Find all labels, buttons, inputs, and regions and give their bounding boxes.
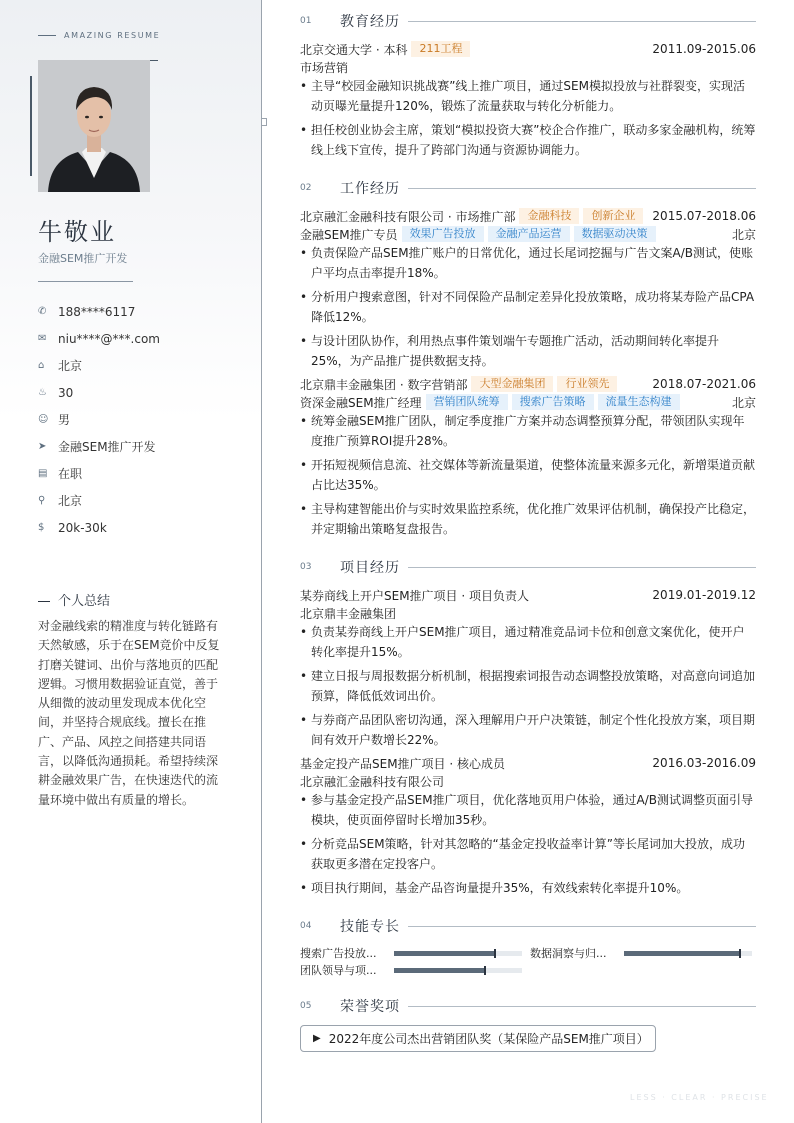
education-row bbox=[300, 40, 756, 58]
work-period: 2015.07-2018.06 bbox=[652, 209, 756, 223]
contact-item bbox=[38, 487, 160, 514]
project-org-row bbox=[300, 772, 756, 790]
work-tag: 行业领先 bbox=[557, 376, 617, 392]
section-title: 教育经历 bbox=[340, 14, 400, 30]
work-company-row bbox=[300, 207, 756, 225]
section-skills-header bbox=[300, 916, 756, 936]
contact-item bbox=[38, 325, 160, 352]
project-bullet: • 负责某券商线上开户SEM推广项目，通过精准竞品词卡位和创意文案优化，使开户转化率提升15%。 bbox=[300, 622, 756, 662]
project-org: 北京融汇金融科技有限公司 bbox=[300, 774, 445, 789]
contact-value: 北京 bbox=[58, 359, 83, 373]
work-bullet: • 开拓短视频信息流、社交媒体等新流量渠道，使整体流量来源多元化，新增渠道贡献占比达35%。 bbox=[300, 455, 756, 495]
money-icon: $ bbox=[38, 522, 45, 533]
contact-value: niu****@***.com bbox=[58, 331, 160, 346]
contact-value: 北京 bbox=[58, 494, 83, 508]
skill-bar bbox=[394, 968, 522, 973]
footer-tagline: LESS · CLEAR · PRECISE bbox=[630, 1093, 769, 1102]
education-school: 北京交通大学 · 本科 bbox=[300, 42, 408, 57]
section-rule bbox=[408, 188, 756, 189]
candidate-title: 金融SEM推广开发 bbox=[38, 252, 128, 265]
skill-label: 团队领导与项... bbox=[300, 964, 377, 977]
photo-decoration bbox=[30, 76, 32, 176]
project-row bbox=[300, 754, 756, 772]
work-bullet: • 主导构建智能出价与实时效果监控系统，优化推广效果评估机制，确保投产比稳定，并定期输出策略复盘报告。 bbox=[300, 499, 756, 539]
section-number: 03 bbox=[300, 562, 312, 572]
award-text: 2022年度公司杰出营销团队奖（某保险产品SEM推广项目） bbox=[328, 1032, 649, 1046]
skill-bar bbox=[394, 951, 522, 956]
contact-value: 在职 bbox=[58, 467, 83, 481]
project-row bbox=[300, 586, 756, 604]
cake-icon: ♨ bbox=[38, 387, 47, 398]
work-bullet: • 统筹金融SEM推广团队，制定季度推广方案并动态调整预算分配，带领团队实现年度推广预算ROI提升28%。 bbox=[300, 411, 756, 451]
section-work-header bbox=[300, 178, 756, 198]
section-number: 01 bbox=[300, 16, 312, 26]
role-tag: 搜索广告策略 bbox=[512, 394, 594, 410]
avatar-illustration bbox=[38, 60, 150, 192]
work-bullet: • 与设计团队协作，利用热点事件策划端午专题推广活动，活动期间转化率提升25%，为产品推广提供数据支持。 bbox=[300, 331, 756, 371]
contact-item bbox=[38, 514, 160, 541]
project-org: 北京鼎丰金融集团 bbox=[300, 606, 397, 621]
work-role: 资深金融SEM推广经理 bbox=[300, 395, 422, 410]
brand-label bbox=[38, 31, 160, 40]
face-icon: ☺ bbox=[38, 414, 49, 425]
project-bullet: • 参与基金定投产品SEM推广项目，优化落地页用户体验，通过A/B测试调整页面引导模块，使页面停留时长增加35秒。 bbox=[300, 790, 756, 830]
location-icon: ⚲ bbox=[38, 495, 46, 506]
education-period: 2011.09-2015.06 bbox=[652, 42, 756, 56]
contact-value: 男 bbox=[58, 413, 71, 427]
work-tag: 金融科技 bbox=[519, 208, 579, 224]
project-bullet: • 分析竞品SEM策略，针对其忽略的“基金定投收益率计算”等长尾词加大投放，成功获取更多潜在定投客户。 bbox=[300, 834, 756, 874]
section-rule bbox=[408, 21, 756, 22]
section-education-header bbox=[300, 11, 756, 31]
contact-item bbox=[38, 460, 160, 487]
work-tag: 大型金融集团 bbox=[471, 376, 553, 392]
education-major-row bbox=[300, 58, 756, 76]
work-tag: 创新企业 bbox=[583, 208, 643, 224]
sidebar bbox=[0, 0, 262, 1123]
work-period: 2018.07-2021.06 bbox=[652, 377, 756, 391]
project-org-row bbox=[300, 604, 756, 622]
work-role-row bbox=[300, 225, 756, 243]
phone-icon: ✆ bbox=[38, 306, 47, 317]
send-icon: ➤ bbox=[38, 441, 47, 452]
mail-icon: ✉ bbox=[38, 333, 47, 344]
section-rule bbox=[408, 1006, 756, 1007]
project-bullet: • 项目执行期间，基金产品咨询量提升35%，有效线索转化率提升10%。 bbox=[300, 878, 756, 898]
home-icon: ⌂ bbox=[38, 360, 45, 371]
inbox-icon: ▤ bbox=[38, 468, 48, 479]
education-major: 市场营销 bbox=[300, 60, 349, 75]
skill-knob bbox=[484, 966, 486, 975]
section-number: 05 bbox=[300, 1001, 312, 1011]
contact-item bbox=[38, 379, 160, 406]
skill-knob bbox=[494, 949, 496, 958]
skill-label: 数据洞察与归... bbox=[530, 947, 607, 960]
work-bullet: • 负责保险产品SEM推广账户的日常优化，通过长尾词挖掘与广告文案A/B测试，使账户平均点击率提升18%。 bbox=[300, 243, 756, 283]
project-bullet: • 建立日报与周报数据分析机制，根据搜索词报告动态调整投放策略，对高意向词追加预算，降低低效词出价。 bbox=[300, 666, 756, 706]
summary-heading-text: 个人总结 bbox=[58, 594, 111, 609]
skill-item bbox=[300, 962, 522, 978]
role-tag: 流量生态构建 bbox=[598, 394, 680, 410]
education-tag: 211工程 bbox=[411, 41, 470, 57]
education-bullet: • 担任校创业协会主席，策划“模拟投资大赛”校企合作推广，联动多家金融机构，统筹线上线下宣传，提升了跨部门沟通与资源协调能力。 bbox=[300, 120, 756, 160]
section-title: 工作经历 bbox=[340, 181, 400, 197]
candidate-name: 牛敬业 bbox=[38, 218, 116, 246]
sidebar-divider bbox=[38, 281, 133, 282]
role-tag: 金融产品运营 bbox=[488, 226, 570, 242]
skill-item bbox=[300, 945, 522, 961]
section-number: 04 bbox=[300, 921, 312, 931]
brand-line bbox=[38, 35, 56, 36]
avatar bbox=[38, 60, 150, 192]
work-role-row bbox=[300, 393, 756, 411]
work-company: 北京鼎丰金融集团 · 数字营销部 bbox=[300, 377, 468, 392]
section-projects-header bbox=[300, 557, 756, 577]
contact-item bbox=[38, 406, 160, 433]
project-name: 基金定投产品SEM推广项目 · 核心成员 bbox=[300, 756, 505, 771]
work-bullet: • 分析用户搜索意图，针对不同保险产品制定差异化投放策略，成功将某寿险产品CPA降低12%。 bbox=[300, 287, 756, 327]
summary-heading bbox=[38, 590, 110, 609]
project-bullet: • 与券商产品团队密切沟通，深入理解用户开户决策链，制定个性化投放方案，项目期间有效开户数增长22%。 bbox=[300, 710, 756, 750]
section-rule bbox=[408, 567, 756, 568]
project-period: 2016.03-2016.09 bbox=[652, 756, 756, 770]
skill-item bbox=[530, 945, 752, 961]
contact-item bbox=[38, 352, 160, 379]
education-bullet: • 主导“校园金融知识挑战赛”线上推广项目，通过SEM模拟投放与社群裂变，实现活动页曝光量提升120%，锻炼了流量获取与转化分析能力。 bbox=[300, 76, 756, 116]
work-company-row bbox=[300, 375, 756, 393]
contact-value: 金融SEM推广开发 bbox=[58, 440, 156, 454]
contact-item bbox=[38, 433, 160, 460]
section-title: 荣誉奖项 bbox=[340, 999, 400, 1015]
skill-bar bbox=[624, 951, 752, 956]
contact-item bbox=[38, 298, 160, 325]
contact-value: 188****6117 bbox=[58, 304, 136, 319]
contact-value: 20k-30k bbox=[58, 520, 107, 535]
role-tag: 数据驱动决策 bbox=[574, 226, 656, 242]
brand-text: AMAZING RESUME bbox=[64, 31, 161, 40]
skill-knob bbox=[739, 949, 741, 958]
work-city: 北京 bbox=[731, 227, 756, 242]
project-name: 某券商线上开户SEM推广项目 · 项目负责人 bbox=[300, 588, 529, 603]
section-number: 02 bbox=[300, 183, 312, 193]
role-tag: 营销团队统筹 bbox=[426, 394, 508, 410]
summary-text: 对金融线索的精准度与转化链路有天然敏感，乐于在SEM竞价中反复打磨关键词、出价与落地页的匹配逻辑。习惯用数据验证直觉，善于从细微的波动里发现成本优化空间，并坚持合规底线。擅长在推广、产品、风控之间搭建共同语言，以降低沟通损耗。希望持续深耕金融效果广告，在快速迭代的流量环境中做出有质量的增长。 bbox=[38, 619, 220, 807]
skill-label: 搜索广告投放... bbox=[300, 947, 377, 960]
expand-triangle-icon: ▶ bbox=[313, 1033, 321, 1044]
photo-decoration-top bbox=[150, 60, 158, 61]
skill-fill bbox=[394, 968, 484, 973]
skill-fill bbox=[394, 951, 494, 956]
role-tag: 效果广告投放 bbox=[402, 226, 484, 242]
section-title: 技能专长 bbox=[340, 919, 400, 935]
work-city: 北京 bbox=[731, 395, 756, 410]
section-title: 项目经历 bbox=[340, 560, 400, 576]
work-company: 北京融汇金融科技有限公司 · 市场推广部 bbox=[300, 209, 516, 224]
contact-list bbox=[38, 298, 160, 541]
work-role: 金融SEM推广专员 bbox=[300, 227, 398, 242]
contact-value: 30 bbox=[58, 385, 74, 400]
award-item[interactable] bbox=[300, 1025, 656, 1052]
skill-fill bbox=[624, 951, 739, 956]
project-period: 2019.01-2019.12 bbox=[652, 588, 756, 602]
sidebar-marker bbox=[261, 118, 267, 126]
section-honors-header bbox=[300, 996, 756, 1016]
section-rule bbox=[408, 926, 756, 927]
summary-dash bbox=[38, 601, 50, 602]
